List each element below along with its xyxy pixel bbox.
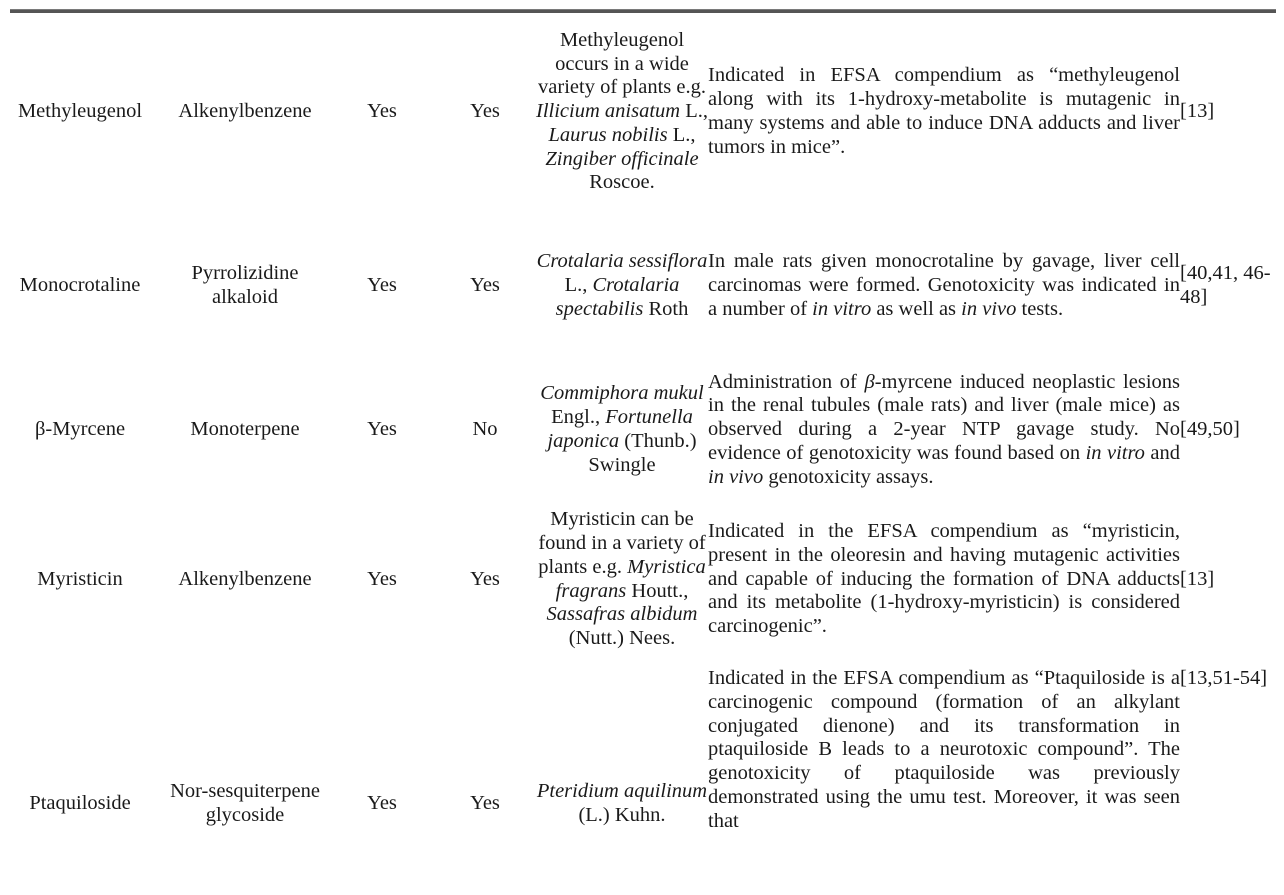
cell-reference: [13] [1180,567,1215,590]
cell-plant-source: Crotalaria sessiflora L., Crotalaria spectabilis Roth [536,250,708,320]
cell-compound-name: Ptaquiloside [29,792,131,815]
cell-description: Indicated in the EFSA compendium as “myristicin, present in the oleoresin and having mutagenic activities and capable of inducing the formation of DNA adducts and its metabolite (1-hydroxy-myristicin) is considered carcinogenic”. [708,520,1180,638]
cell-chemical-class: Pyrrolizidine alkaloid [191,262,299,308]
cell-chemical-class: Nor-sesquiterpene glycoside [170,780,320,826]
cell-genotoxic: Yes [470,567,500,590]
table-row [0,362,1284,498]
cell-description: Indicated in the EFSA compendium as “Ptaquiloside is a carcinogenic compound (formation of an alkylant conjugated dienone) and its transformation in ptaquiloside B leads to a neurotoxic compound”. The genotoxicity of ptaquiloside was previously demonstrated using the umu test. Moreover, it was seen that [708,667,1180,832]
cell-chemical-class: Monoterpene [190,418,300,441]
cell-genotoxic: Yes [470,100,500,123]
table-row [0,14,1284,210]
cell-description: In male rats given monocrotaline by gavage, liver cell carcinomas were formed. Genotoxicity was indicated in a number of in vitro as well as in vivo tests. [708,250,1180,320]
cell-plant-source: Pteridium aquilinum (L.) Kuhn. [536,780,708,826]
cell-chemical-class: Alkenylbenzene [178,100,312,123]
table-row [0,498,1284,661]
cell-carcinogenic: Yes [367,567,397,590]
cell-plant-source: Commiphora mukul Engl., Fortunella japonica (Thunb.) Swingle [540,382,704,476]
plant-toxin-table [0,14,1284,895]
table-body [0,14,1284,895]
cell-description: Indicated in EFSA compendium as “methyleugenol along with its 1-hydroxy-metabolite is mutagenic in many systems and able to induce DNA adducts and liver tumors in mice”. [708,64,1180,158]
cell-reference: [40,41, 46-48] [1180,262,1271,308]
cell-genotoxic: Yes [470,274,500,297]
cell-carcinogenic: Yes [367,418,397,441]
table-row [0,661,1284,895]
cell-reference: [49,50] [1180,418,1240,441]
cell-carcinogenic: Yes [367,792,397,815]
cell-compound-name: Monocrotaline [19,274,141,297]
cell-compound-name: Methyleugenol [17,100,143,123]
table-top-rule [10,9,1276,13]
cell-plant-source: Methyleugenol occurs in a wide variety of plants e.g. Illicium anisatum L., Laurus nobilis L., Zingiber officinale Roscoe. [536,28,708,194]
cell-genotoxic: Yes [470,792,500,815]
cell-compound-name: Myristicin [37,567,123,590]
table-row [0,210,1284,362]
cell-chemical-class: Alkenylbenzene [178,567,312,590]
cell-reference: [13] [1180,100,1215,123]
cell-carcinogenic: Yes [367,274,397,297]
cell-reference: [13,51-54] [1180,667,1268,689]
cell-plant-source: Myristicin can be found in a variety of plants e.g. Myristica fragrans Houtt., Sassafras albidum (Nutt.) Nees. [538,508,706,650]
cell-compound-name: β-Myrcene [34,418,126,441]
cell-genotoxic: No [472,418,498,441]
cell-carcinogenic: Yes [367,100,397,123]
cell-description: Administration of β-myrcene induced neoplastic lesions in the renal tubules (male rats) and liver (male mice) as observed during a 2-year NTP gavage study. No evidence of genotoxicity was found based on in vitro and in vivo genotoxicity assays. [708,370,1181,488]
